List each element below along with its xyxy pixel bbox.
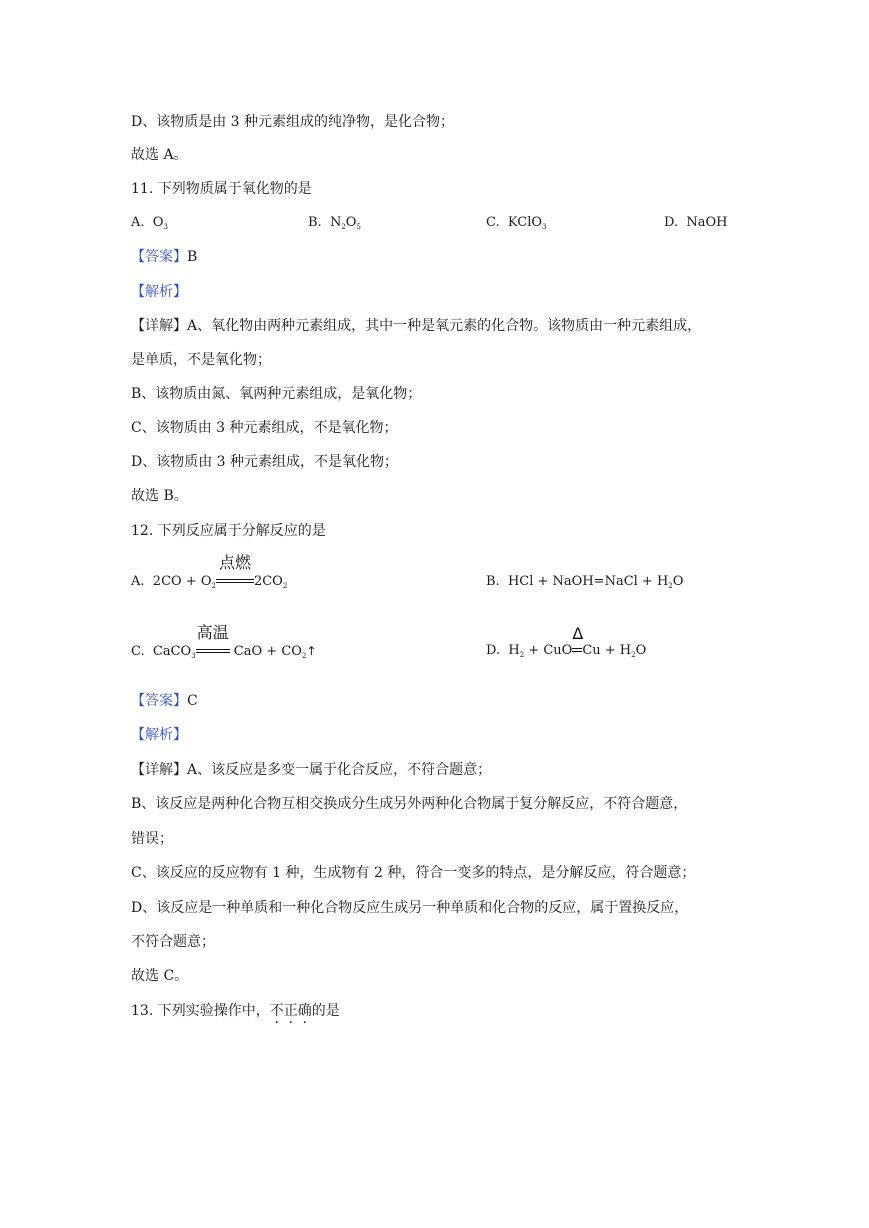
gas-up-arrow-icon: ↑ (306, 644, 317, 658)
q12-answer: 【答案】C (131, 693, 198, 709)
q12-detail-line: C、该反应的反应物有 1 种，生成物有 2 种，符合一变多的特点，是分解反应，符合题意； (131, 865, 696, 881)
q12-detail-line: 错误； (131, 831, 173, 847)
q11-option-d: D. NaOH (664, 215, 728, 230)
q11-detail-line: 是单质，不是氧化物； (131, 352, 271, 368)
question-12-stem: 12. 下列反应属于分解反应的是 (131, 523, 326, 539)
q12-option-b: B. HCl + NaOH=NaCl + $H_2O$ (486, 574, 684, 590)
q11-analysis-heading: 【解析】 (131, 284, 187, 300)
q12-detail-line: 【详解】A、该反应是多变一属于化合反应，不符合题意； (131, 762, 492, 778)
q12-detail-line: D、该反应是一种单质和一种化合物反应生成另一种单质和化合物的反应，属于置换反应， (131, 900, 689, 916)
q12-detail-line: 故选 C。 (131, 968, 189, 984)
q12-detail-line: B、该反应是两种化合物互相交换成分生成另外两种化合物属于复分解反应，不符合题意， (131, 796, 688, 812)
q11-detail-line: 【详解】A、氧化物由两种元素组成，其中一种是氧元素的化合物。该物质由一种元素组成， (131, 318, 702, 334)
reaction-condition-arrow: 高温 (196, 646, 230, 666)
question-11-stem: 11. 下列物质属于氧化物的是 (131, 181, 312, 197)
q12-detail-line: 不符合题意； (131, 934, 215, 950)
question-13-stem: 13. 下列实验操作中，不正确的是 (131, 1003, 340, 1019)
text-line: 故选 A。 (131, 147, 188, 163)
q11-detail-line: C、该物质由 3 种元素组成，不是氧化物； (131, 420, 398, 436)
reaction-condition-arrow: Δ (572, 645, 582, 665)
q11-answer: 【答案】B (131, 249, 198, 265)
reaction-condition-arrow: 点燃 (216, 576, 254, 596)
q12-analysis-heading: 【解析】 (131, 727, 187, 743)
text-line: D、该物质是由 3 种元素组成的纯净物，是化合物； (131, 114, 455, 130)
q12-option-c: C. CaCO$_3$ 高温 CaO + $CO_2↑$ (131, 641, 316, 666)
q11-option-a: A. $O_3$ (131, 215, 168, 231)
q11-detail-line: 故选 B。 (131, 488, 188, 504)
q11-option-b: B. $N_2O_5$ (308, 215, 361, 231)
q11-detail-line: D、该物质由 3 种元素组成，不是氧化物； (131, 454, 399, 470)
q12-option-a: A. $2CO + O_2$ 点燃 $2CO_2$ (131, 572, 287, 596)
q11-detail-line: B、该物质由氮、氧两种元素组成，是氧化物； (131, 386, 422, 402)
q11-option-c: C. KClO$_3$ (486, 215, 547, 231)
q12-option-d: D. $H_2$ + CuO Δ $Cu + H_2O$ (486, 641, 646, 665)
